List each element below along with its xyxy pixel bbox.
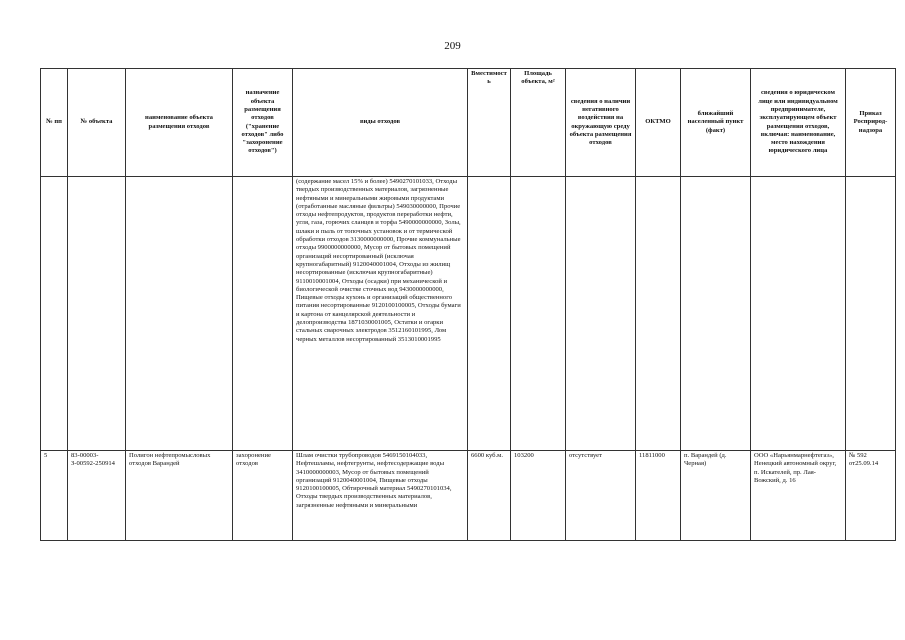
- table-cell: [68, 177, 126, 451]
- row-purpose: захоронение отходов: [233, 451, 293, 541]
- table-cell: [233, 177, 293, 451]
- header-operator: сведения о юридическом лице или индивидуальном предпринимателе, эксплуатирующем объект размещения отходов, включая: наименование, место нахождения юридического лица: [751, 69, 846, 177]
- header-object-number: № объекта: [68, 69, 126, 177]
- header-settlement: ближайший населенный пункт (факт): [681, 69, 751, 177]
- header-oktmo: ОКТМО: [636, 69, 681, 177]
- table-cell: [468, 177, 511, 451]
- table-cell: [636, 177, 681, 451]
- header-num: № пп: [41, 69, 68, 177]
- table-cell: [41, 177, 68, 451]
- row-waste-types: Шлам очистки трубопроводов 5469150104033, Нефтешламы, нефтегрунты, нефтесодержащие воды 3410000000003, Мусор от бытовых помещений организаций 9120040001004, Пищевые отходы 9120100100005, Обтирочный материал 5490270101034, Отходы твердых производственных материалов, загрязненные нефтяными и минеральными: [293, 451, 468, 541]
- header-purpose: назначение объекта размещения отходов ("хранение отходов" либо "захоронение отходов"): [233, 69, 293, 177]
- row-settlement: п. Варандей (д. Черная): [681, 451, 751, 541]
- header-object-name: наименование объекта размещения отходов: [126, 69, 233, 177]
- row-object-number: 83-00003-З-00592-250914: [68, 451, 126, 541]
- row-order: № 592 от25.09.14: [846, 451, 896, 541]
- row-operator: ООО «Нарьянмарнефтегаз», Ненецкий автономный округ, п. Искателей, пр. Лая-Вожский, д. 16: [751, 451, 846, 541]
- table-cell: [511, 177, 566, 451]
- table-cell: [846, 177, 896, 451]
- table-header-row: [41, 69, 896, 177]
- header-area: Площадь объекта, м²: [511, 69, 566, 177]
- row-capacity: 6600 куб.м.: [468, 451, 511, 541]
- table-row: [41, 451, 896, 541]
- table-cell: [566, 177, 636, 451]
- table-cell: [751, 177, 846, 451]
- row-impact: отсутствует: [566, 451, 636, 541]
- header-waste-types: виды отходов: [293, 69, 468, 177]
- row-num: 5: [41, 451, 68, 541]
- row-area: 103200: [511, 451, 566, 541]
- header-order: Приказ Росприрод-надзора: [846, 69, 896, 177]
- continuation-waste-types: [293, 177, 468, 451]
- waste-types-text: (содержание масел 15% и более) 5490270101033, Отходы твердых производственных материалов, загрязненные нефтяными и минеральными жировыми продуктами (отработанные масляные фильтры) 549030000000, Прочие отходы нефтепродуктов, продуктов переработки нефти, угля, газа, горючих сланцев и торфа 5490000000000, Золы, шлаки и пыль от топочных установок и от термической обработки отходов 3130000000000, Прочие коммунальные отходы 9900000000000, Мусор от бытовых помещений организаций несортированный (исключая крупногабаритный) 9120040001004, Отходы из жилищ несортированные (исключая крупногабаритные) 9110010001004, Отходы (осадки) при механической и биологической очистке сточных вод 9430000000000, Пищевые отходы кухонь и организаций общественного питания несортированные 9120100100005, Отходы бумаги и картона от канцелярской деятельности и делопроизводства 1871030001005, Остатки и огарки стальных сварочных электродов 3512160101995, Лом черных металлов несортированный 3513010001995: [296, 178, 461, 343]
- table-cell: [681, 177, 751, 451]
- header-impact: сведения о наличии негативного воздействия на окружающую среду объекта размещения отходов: [566, 69, 636, 177]
- waste-objects-table: [40, 68, 896, 541]
- table-row: [41, 177, 896, 451]
- table-cell: [126, 177, 233, 451]
- page-number: 209: [444, 40, 461, 52]
- row-oktmo: 11811000: [636, 451, 681, 541]
- header-capacity: Вместимость: [468, 69, 511, 177]
- row-object-name: Полигон нефтепромысловых отходов Варандей: [126, 451, 233, 541]
